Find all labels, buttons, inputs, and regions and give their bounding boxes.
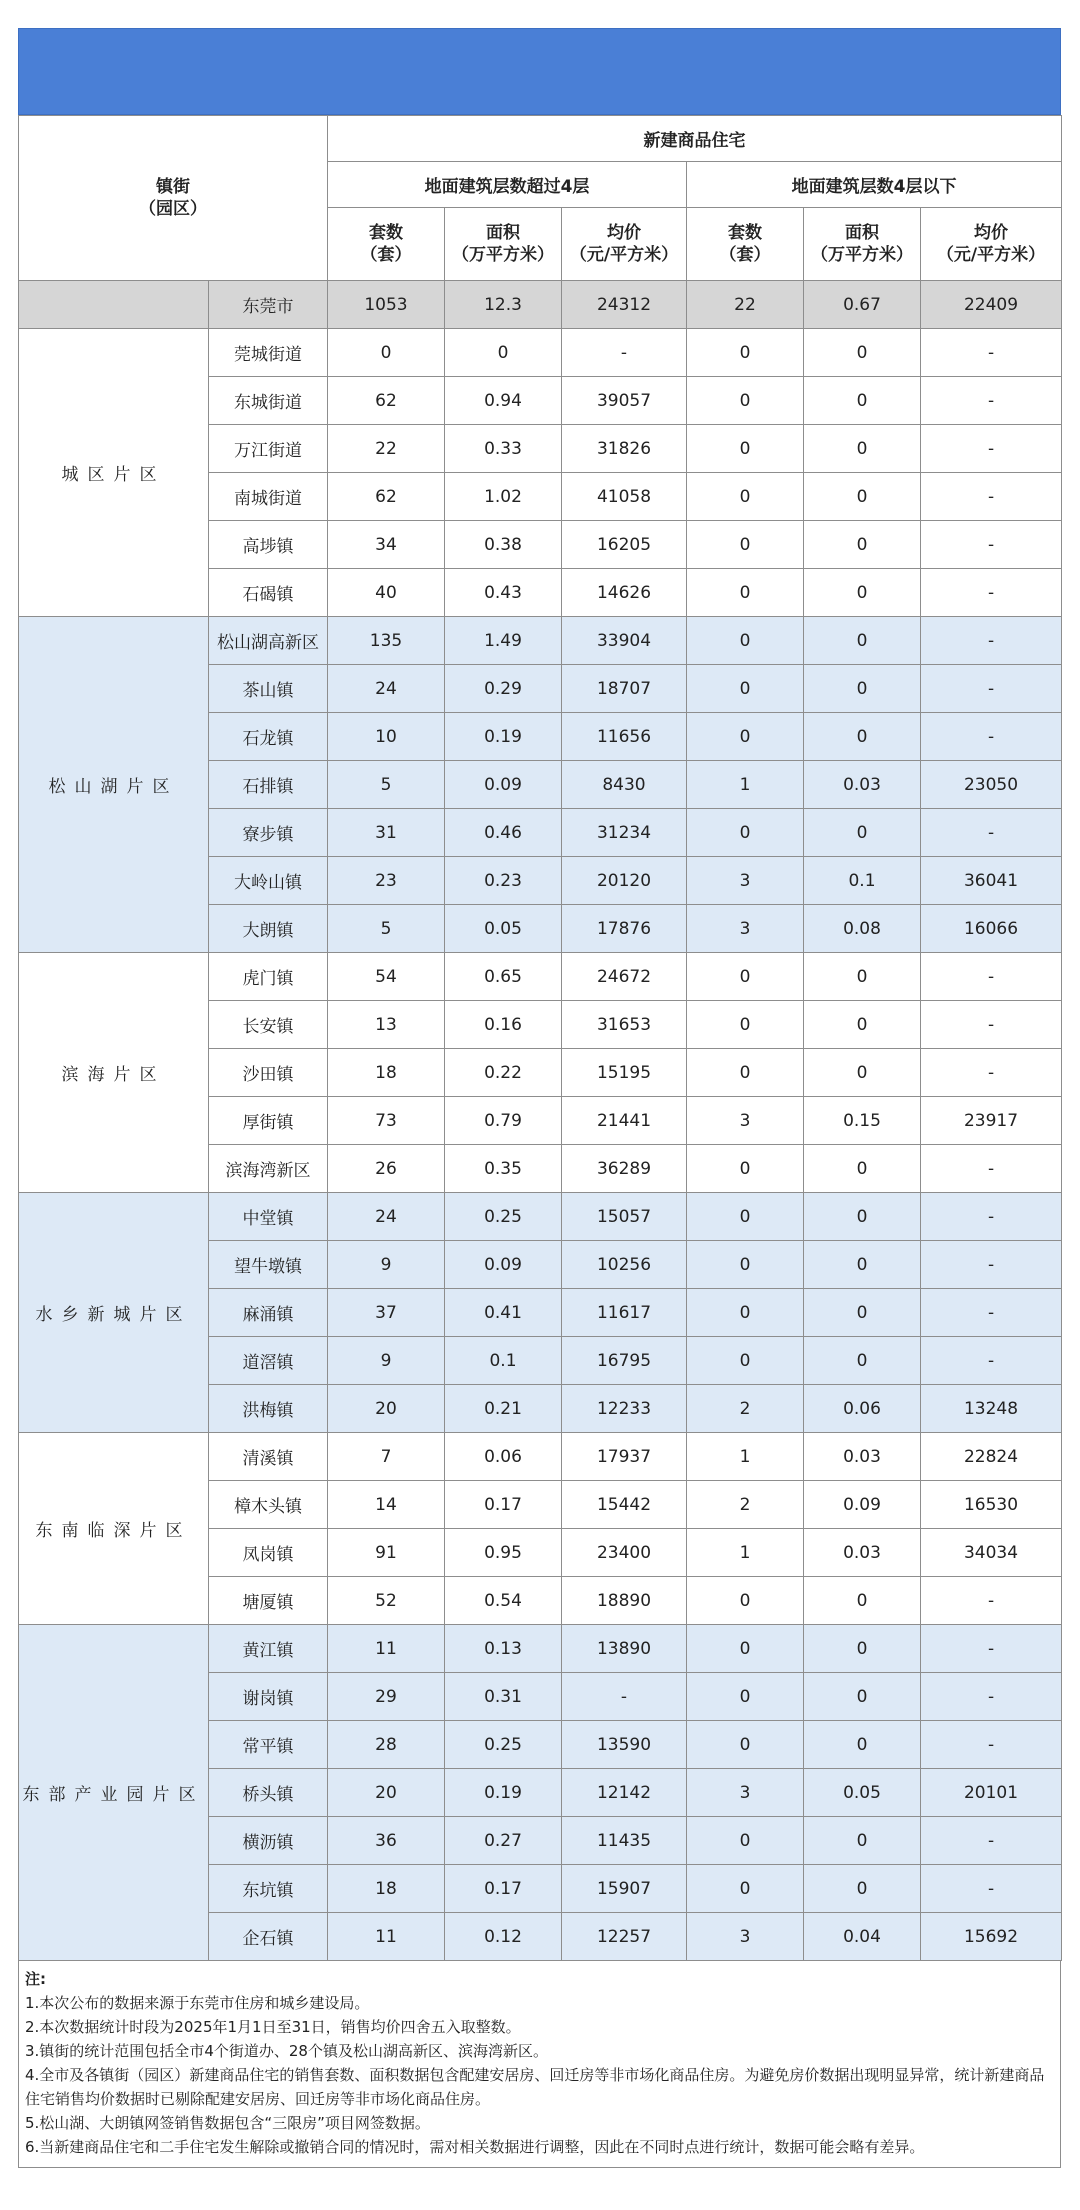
cell-value: 0 [687, 425, 804, 473]
cell-value: 0 [804, 953, 921, 1001]
town-name: 滨海湾新区 [209, 1145, 328, 1193]
cell-value: - [921, 1241, 1062, 1289]
banner-title [19, 29, 1060, 114]
cell-value: 8430 [562, 761, 687, 809]
cell-value: 37 [328, 1289, 445, 1337]
cell-value: 21441 [562, 1097, 687, 1145]
cell-value: 11 [328, 1913, 445, 1961]
cell-value: 0.15 [804, 1097, 921, 1145]
cell-value: 17937 [562, 1433, 687, 1481]
cell-value: 0.31 [445, 1673, 562, 1721]
town-name: 虎门镇 [209, 953, 328, 1001]
cell-value: 0 [804, 377, 921, 425]
cell-value: 28 [328, 1721, 445, 1769]
cell-value: 23050 [921, 761, 1062, 809]
cell-value: 1 [687, 1529, 804, 1577]
cell-value: 31826 [562, 425, 687, 473]
cell-value: 54 [328, 953, 445, 1001]
cell-value: - [921, 473, 1062, 521]
cell-value: 1.49 [445, 617, 562, 665]
cell-value: - [921, 1625, 1062, 1673]
note-line: 1.本次公布的数据来源于东莞市住房和城乡建设局。 [25, 1994, 370, 2012]
cell-value: 0 [687, 1289, 804, 1337]
town-name: 望牛墩镇 [209, 1241, 328, 1289]
cell-value: 9 [328, 1337, 445, 1385]
cell-value: 0 [687, 521, 804, 569]
cell-value: - [921, 377, 1062, 425]
cell-value: 34034 [921, 1529, 1062, 1577]
cell-value: 0.46 [445, 809, 562, 857]
total-value: 22 [687, 281, 804, 329]
cell-value: 0 [687, 1721, 804, 1769]
cell-value: - [562, 329, 687, 377]
cell-value: 11656 [562, 713, 687, 761]
cell-value: 0 [804, 1289, 921, 1337]
cell-value: 0.1 [804, 857, 921, 905]
group-above4-header: 地面建筑层数超过4层 [328, 162, 687, 208]
cell-value: 0.23 [445, 857, 562, 905]
cell-value: 23 [328, 857, 445, 905]
cell-value: - [921, 665, 1062, 713]
cell-value: 0 [804, 1049, 921, 1097]
cell-value: 15442 [562, 1481, 687, 1529]
cell-value: 15057 [562, 1193, 687, 1241]
cell-value: 0 [687, 1049, 804, 1097]
cell-value: 18 [328, 1049, 445, 1097]
cell-value: 0.41 [445, 1289, 562, 1337]
cell-value: 0.04 [804, 1913, 921, 1961]
cell-value: 73 [328, 1097, 445, 1145]
cell-value: 0 [687, 809, 804, 857]
cell-value: 0.1 [445, 1337, 562, 1385]
cell-value: 0 [804, 1817, 921, 1865]
cell-value: 2 [687, 1481, 804, 1529]
cell-value: 0.16 [445, 1001, 562, 1049]
cell-value: 18 [328, 1865, 445, 1913]
cell-value: 23400 [562, 1529, 687, 1577]
cell-value: 12257 [562, 1913, 687, 1961]
cell-value: 0 [687, 1001, 804, 1049]
cell-value: 0 [804, 329, 921, 377]
total-value: 22409 [921, 281, 1062, 329]
cell-value: 0.25 [445, 1193, 562, 1241]
cell-value: 0 [804, 1145, 921, 1193]
town-name: 高埗镇 [209, 521, 328, 569]
town-name: 常平镇 [209, 1721, 328, 1769]
cell-value: 3 [687, 857, 804, 905]
town-name: 桥头镇 [209, 1769, 328, 1817]
cell-value: 36041 [921, 857, 1062, 905]
cell-value: 0 [687, 713, 804, 761]
cell-value: 0 [687, 569, 804, 617]
cell-value: 23917 [921, 1097, 1062, 1145]
cell-value: 13890 [562, 1625, 687, 1673]
cell-value: 0 [328, 329, 445, 377]
cell-value: 0.65 [445, 953, 562, 1001]
cell-value: 0.06 [445, 1433, 562, 1481]
cell-value: 10256 [562, 1241, 687, 1289]
cell-value: 11435 [562, 1817, 687, 1865]
cell-value: - [921, 425, 1062, 473]
cell-value: 1.02 [445, 473, 562, 521]
cell-value: 13248 [921, 1385, 1062, 1433]
cell-value: - [562, 1673, 687, 1721]
town-name: 石碣镇 [209, 569, 328, 617]
cell-value: 20120 [562, 857, 687, 905]
total-value: 0.67 [804, 281, 921, 329]
town-name: 莞城街道 [209, 329, 328, 377]
total-spacer [19, 281, 209, 329]
note-line: 5.松山湖、大朗镇网签销售数据包含“三限房”项目网签数据。 [25, 2114, 430, 2132]
cell-value: 16795 [562, 1337, 687, 1385]
cell-value: - [921, 1145, 1062, 1193]
cell-value: 36289 [562, 1145, 687, 1193]
note-line: 2.本次数据统计时段为2025年1月1日至31日，销售均价四舍五入取整数。 [25, 2018, 521, 2036]
town-name: 中堂镇 [209, 1193, 328, 1241]
notes-section [18, 1961, 1061, 2168]
cell-value: 0 [804, 1577, 921, 1625]
cell-value: - [921, 1289, 1062, 1337]
town-name: 东城街道 [209, 377, 328, 425]
town-name: 沙田镇 [209, 1049, 328, 1097]
cell-value: 5 [328, 905, 445, 953]
cell-value: 1 [687, 761, 804, 809]
cell-value: 41058 [562, 473, 687, 521]
note-line: 4.全市及各镇街（园区）新建商品住宅的销售套数、面积数据包含配建安居房、回迁房等非市场化商品住房。为避免房价数据出现明显异常，统计新建商品住宅销售均价数据时已剔除配建安居房、回迁房等非市场化商品住房。 [25, 2066, 1045, 2108]
table-row [19, 617, 1062, 665]
cell-value: 0.09 [445, 761, 562, 809]
cell-value: 24 [328, 1193, 445, 1241]
cell-value: 0.35 [445, 1145, 562, 1193]
cell-value: 9 [328, 1241, 445, 1289]
col-group-header: 新建商品住宅 [328, 116, 1062, 162]
cell-value: 11617 [562, 1289, 687, 1337]
cell-value: 0.09 [445, 1241, 562, 1289]
cell-value: 15692 [921, 1913, 1062, 1961]
town-name: 黄江镇 [209, 1625, 328, 1673]
cell-value: 52 [328, 1577, 445, 1625]
town-name: 横沥镇 [209, 1817, 328, 1865]
cell-value: - [921, 1577, 1062, 1625]
cell-value: 0 [687, 1577, 804, 1625]
cell-value: 0 [687, 377, 804, 425]
cell-value: 0 [687, 1625, 804, 1673]
town-name: 大朗镇 [209, 905, 328, 953]
table-row [19, 329, 1062, 377]
cell-value: 0.22 [445, 1049, 562, 1097]
cell-value: - [921, 713, 1062, 761]
town-name: 茶山镇 [209, 665, 328, 713]
cell-value: - [921, 1673, 1062, 1721]
note-line: 3.镇街的统计范围包括全市4个街道办、28个镇及松山湖高新区、滨海湾新区。 [25, 2042, 548, 2060]
cell-value: 24 [328, 665, 445, 713]
header-banner [18, 28, 1061, 115]
cell-value: 13 [328, 1001, 445, 1049]
cell-value: 0.27 [445, 1817, 562, 1865]
cell-value: 0 [804, 809, 921, 857]
cell-value: 0 [687, 953, 804, 1001]
cell-value: 0 [804, 521, 921, 569]
cell-value: 0 [804, 617, 921, 665]
cell-value: - [921, 1721, 1062, 1769]
cell-value: 22 [328, 425, 445, 473]
cell-value: 26 [328, 1145, 445, 1193]
cell-value: 16530 [921, 1481, 1062, 1529]
town-name: 麻涌镇 [209, 1289, 328, 1337]
cell-value: 39057 [562, 377, 687, 425]
table-row [19, 1625, 1062, 1673]
cell-value: 0 [445, 329, 562, 377]
cell-value: 2 [687, 1385, 804, 1433]
cell-value: 0 [804, 473, 921, 521]
cell-value: 10 [328, 713, 445, 761]
cell-value: 11 [328, 1625, 445, 1673]
cell-value: 0.17 [445, 1865, 562, 1913]
col-area-header: 面积 （万平方米） [804, 208, 921, 281]
cell-value: 0 [687, 473, 804, 521]
town-name: 清溪镇 [209, 1433, 328, 1481]
cell-value: 0.03 [804, 1433, 921, 1481]
cell-value: 0 [687, 617, 804, 665]
cell-value: 3 [687, 1913, 804, 1961]
cell-value: 14 [328, 1481, 445, 1529]
cell-value: 0.06 [804, 1385, 921, 1433]
cell-value: 14626 [562, 569, 687, 617]
cell-value: 20 [328, 1385, 445, 1433]
cell-value: 34 [328, 521, 445, 569]
cell-value: 3 [687, 1769, 804, 1817]
cell-value: 1 [687, 1433, 804, 1481]
cell-value: 0.25 [445, 1721, 562, 1769]
town-name: 樟木头镇 [209, 1481, 328, 1529]
cell-value: 33904 [562, 617, 687, 665]
cell-value: 24672 [562, 953, 687, 1001]
cell-value: 16205 [562, 521, 687, 569]
cell-value: 31653 [562, 1001, 687, 1049]
cell-value: 0 [687, 329, 804, 377]
report-sheet [18, 28, 1061, 2168]
town-name: 南城街道 [209, 473, 328, 521]
cell-value: 20 [328, 1769, 445, 1817]
group-below4-header: 地面建筑层数4层以下 [687, 162, 1062, 208]
cell-value: 13590 [562, 1721, 687, 1769]
cell-value: 0 [804, 425, 921, 473]
cell-value: 0 [687, 1241, 804, 1289]
cell-value: - [921, 617, 1062, 665]
cell-value: - [921, 329, 1062, 377]
sales-table [18, 115, 1062, 1961]
cell-value: 0.38 [445, 521, 562, 569]
col-units-header: 套数 （套） [328, 208, 445, 281]
cell-value: - [921, 1865, 1062, 1913]
region-name: 松山湖片区 [19, 617, 209, 953]
cell-value: 0.12 [445, 1913, 562, 1961]
total-value: 12.3 [445, 281, 562, 329]
town-name: 企石镇 [209, 1913, 328, 1961]
total-name: 东莞市 [209, 281, 328, 329]
cell-value: 0 [687, 1193, 804, 1241]
cell-value: 0.05 [804, 1769, 921, 1817]
town-name: 洪梅镇 [209, 1385, 328, 1433]
total-value: 24312 [562, 281, 687, 329]
cell-value: 5 [328, 761, 445, 809]
region-name: 东部产业园片区 [19, 1625, 209, 1961]
cell-value: 0.29 [445, 665, 562, 713]
cell-value: 0 [804, 1193, 921, 1241]
cell-value: 15907 [562, 1865, 687, 1913]
cell-value: 3 [687, 905, 804, 953]
cell-value: 0.05 [445, 905, 562, 953]
cell-value: 7 [328, 1433, 445, 1481]
cell-value: - [921, 1817, 1062, 1865]
town-name: 谢岗镇 [209, 1673, 328, 1721]
cell-value: 62 [328, 473, 445, 521]
cell-value: 0.94 [445, 377, 562, 425]
cell-value: 0 [687, 1673, 804, 1721]
cell-value: 22824 [921, 1433, 1062, 1481]
cell-value: 3 [687, 1097, 804, 1145]
cell-value: 0.09 [804, 1481, 921, 1529]
town-name: 石龙镇 [209, 713, 328, 761]
table-row [19, 1433, 1062, 1481]
cell-value: 0.33 [445, 425, 562, 473]
notes-title: 注: [25, 1970, 46, 1988]
cell-value: 0 [804, 1673, 921, 1721]
region-name: 水乡新城片区 [19, 1193, 209, 1433]
town-name: 塘厦镇 [209, 1577, 328, 1625]
cell-value: 12233 [562, 1385, 687, 1433]
cell-value: - [921, 1001, 1062, 1049]
cell-value: 0 [687, 1817, 804, 1865]
cell-value: 18890 [562, 1577, 687, 1625]
table-row [19, 953, 1062, 1001]
cell-value: 0.79 [445, 1097, 562, 1145]
town-name: 石排镇 [209, 761, 328, 809]
cell-value: 0.03 [804, 761, 921, 809]
cell-value: 0 [804, 665, 921, 713]
cell-value: 0 [804, 1721, 921, 1769]
cell-value: - [921, 953, 1062, 1001]
town-name: 寮步镇 [209, 809, 328, 857]
cell-value: 0 [687, 665, 804, 713]
col-town-header: 镇街 （园区） [19, 116, 328, 281]
col-price-header: 均价 （元/平方米） [921, 208, 1062, 281]
region-name: 滨海片区 [19, 953, 209, 1193]
town-name: 万江街道 [209, 425, 328, 473]
col-price-header: 均价 （元/平方米） [562, 208, 687, 281]
total-value: 1053 [328, 281, 445, 329]
cell-value: 0.43 [445, 569, 562, 617]
town-name: 道滘镇 [209, 1337, 328, 1385]
cell-value: 0.19 [445, 1769, 562, 1817]
town-name: 厚街镇 [209, 1097, 328, 1145]
cell-value: 91 [328, 1529, 445, 1577]
col-area-header: 面积 （万平方米） [445, 208, 562, 281]
note-line: 6.当新建商品住宅和二手住宅发生解除或撤销合同的情况时，需对相关数据进行调整，因此在不同时点进行统计，数据可能会略有差异。 [25, 2138, 925, 2156]
col-units-header: 套数 （套） [687, 208, 804, 281]
cell-value: 62 [328, 377, 445, 425]
cell-value: 15195 [562, 1049, 687, 1097]
cell-value: - [921, 809, 1062, 857]
cell-value: - [921, 1193, 1062, 1241]
cell-value: 0.95 [445, 1529, 562, 1577]
cell-value: 0.03 [804, 1529, 921, 1577]
cell-value: 20101 [921, 1769, 1062, 1817]
cell-value: - [921, 569, 1062, 617]
cell-value: 0.54 [445, 1577, 562, 1625]
town-name: 大岭山镇 [209, 857, 328, 905]
cell-value: 31 [328, 809, 445, 857]
total-row [19, 281, 1062, 329]
cell-value: - [921, 1337, 1062, 1385]
cell-value: 0.17 [445, 1481, 562, 1529]
region-name: 东南临深片区 [19, 1433, 209, 1625]
cell-value: 0 [804, 1625, 921, 1673]
cell-value: 0 [804, 1001, 921, 1049]
cell-value: 16066 [921, 905, 1062, 953]
town-name: 松山湖高新区 [209, 617, 328, 665]
cell-value: 0.13 [445, 1625, 562, 1673]
cell-value: 0 [687, 1337, 804, 1385]
cell-value: 12142 [562, 1769, 687, 1817]
cell-value: 18707 [562, 665, 687, 713]
cell-value: 0 [804, 1241, 921, 1289]
cell-value: 0 [804, 713, 921, 761]
cell-value: 0.21 [445, 1385, 562, 1433]
cell-value: 135 [328, 617, 445, 665]
cell-value: 29 [328, 1673, 445, 1721]
cell-value: - [921, 1049, 1062, 1097]
cell-value: 0 [804, 1337, 921, 1385]
table-row [19, 1193, 1062, 1241]
cell-value: 0.19 [445, 713, 562, 761]
cell-value: - [921, 521, 1062, 569]
cell-value: 0.08 [804, 905, 921, 953]
cell-value: 17876 [562, 905, 687, 953]
cell-value: 40 [328, 569, 445, 617]
region-name: 城区片区 [19, 329, 209, 617]
cell-value: 0 [804, 1865, 921, 1913]
cell-value: 36 [328, 1817, 445, 1865]
town-name: 凤岗镇 [209, 1529, 328, 1577]
town-name: 东坑镇 [209, 1865, 328, 1913]
cell-value: 31234 [562, 809, 687, 857]
cell-value: 0 [687, 1865, 804, 1913]
town-name: 长安镇 [209, 1001, 328, 1049]
cell-value: 0 [687, 1145, 804, 1193]
cell-value: 0 [804, 569, 921, 617]
